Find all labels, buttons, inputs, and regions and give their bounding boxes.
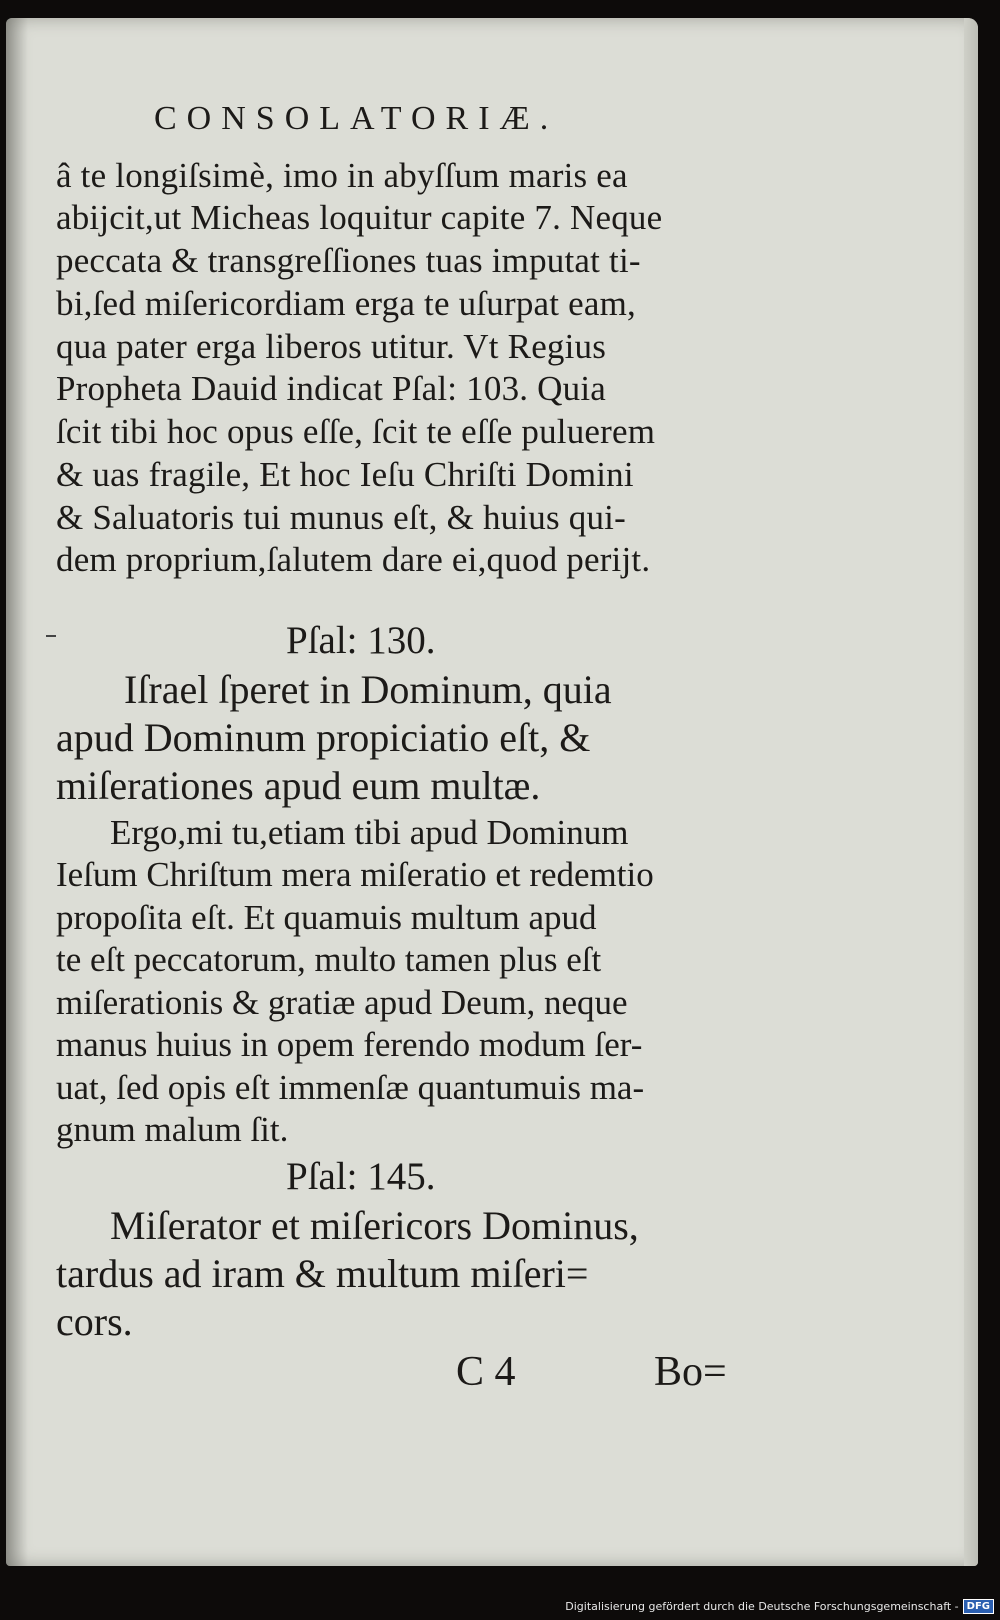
verse-line: cors. (56, 1299, 133, 1344)
body-line: qua pater erga liberos utitur. Vt Regius (56, 327, 607, 366)
body-line: â te longiſsimè, imo in abyſſum maris ea (56, 156, 628, 195)
commentary-line: propoſita eſt. Et quamuis multum apud (56, 898, 597, 937)
commentary-line: manus huius in opem ferendo modum ſer- (56, 1025, 643, 1064)
verse-line: Miſerator et miſericors Dominus, (110, 1203, 639, 1248)
running-head: CONSOLATORIÆ. (154, 100, 559, 137)
margin-mark (46, 635, 56, 637)
page-edge (964, 18, 978, 1566)
body-line: bi,ſed miſericordiam erga te uſurpat eam, (56, 284, 636, 323)
commentary-line: Ergo,mi tu,etiam tibi apud Dominum (110, 813, 629, 852)
catchword: Bo= (654, 1349, 727, 1395)
verse-line: apud Dominum propiciatio eſt, & (56, 715, 591, 760)
body-line: peccata & transgreſſiones tuas imputat ti- (56, 241, 641, 280)
commentary-line: miſerationis & gratiæ apud Deum, neque (56, 983, 628, 1022)
commentary-line: te eſt peccatorum, multo tamen plus eſt (56, 940, 602, 979)
psalm-heading: Pſal: 130. (286, 619, 436, 662)
verse-line: Iſrael ſperet in Dominum, quia (124, 667, 612, 712)
spine-shadow (6, 18, 28, 1566)
body-line: & Saluatoris tui munus eſt, & huius qui- (56, 498, 626, 537)
book-page (6, 18, 978, 1566)
body-line: & uas fragile, Et hoc Ieſu Chriſti Domini (56, 455, 634, 494)
footer-text: Digitalisierung gefördert durch die Deutsche Forschungsgemeinschaft - (565, 1599, 959, 1613)
dfg-logo: DFG (963, 1599, 994, 1614)
digitization-footer (565, 1596, 994, 1616)
body-line: ſcit tibi hoc opus eſſe, ſcit te eſſe puluerem (56, 412, 656, 451)
body-line: abijcit,ut Micheas loquitur capite 7. Neque (56, 198, 663, 237)
body-line: dem proprium,ſalutem dare ei,quod perijt. (56, 540, 651, 579)
commentary-line: Ieſum Chriſtum mera miſeratio et redemtio (56, 855, 654, 894)
signature-mark: C 4 (456, 1349, 516, 1395)
psalm-heading: Pſal: 145. (286, 1155, 436, 1198)
body-line: Propheta Dauid indicat Pſal: 103. Quia (56, 369, 606, 408)
commentary-line: gnum malum ſit. (56, 1110, 289, 1149)
verse-line: tardus ad iram & multum miſeri= (56, 1251, 589, 1296)
commentary-line: uat, ſed opis eſt immenſæ quantumuis ma- (56, 1068, 645, 1107)
verse-line: miſerationes apud eum multæ. (56, 763, 541, 808)
